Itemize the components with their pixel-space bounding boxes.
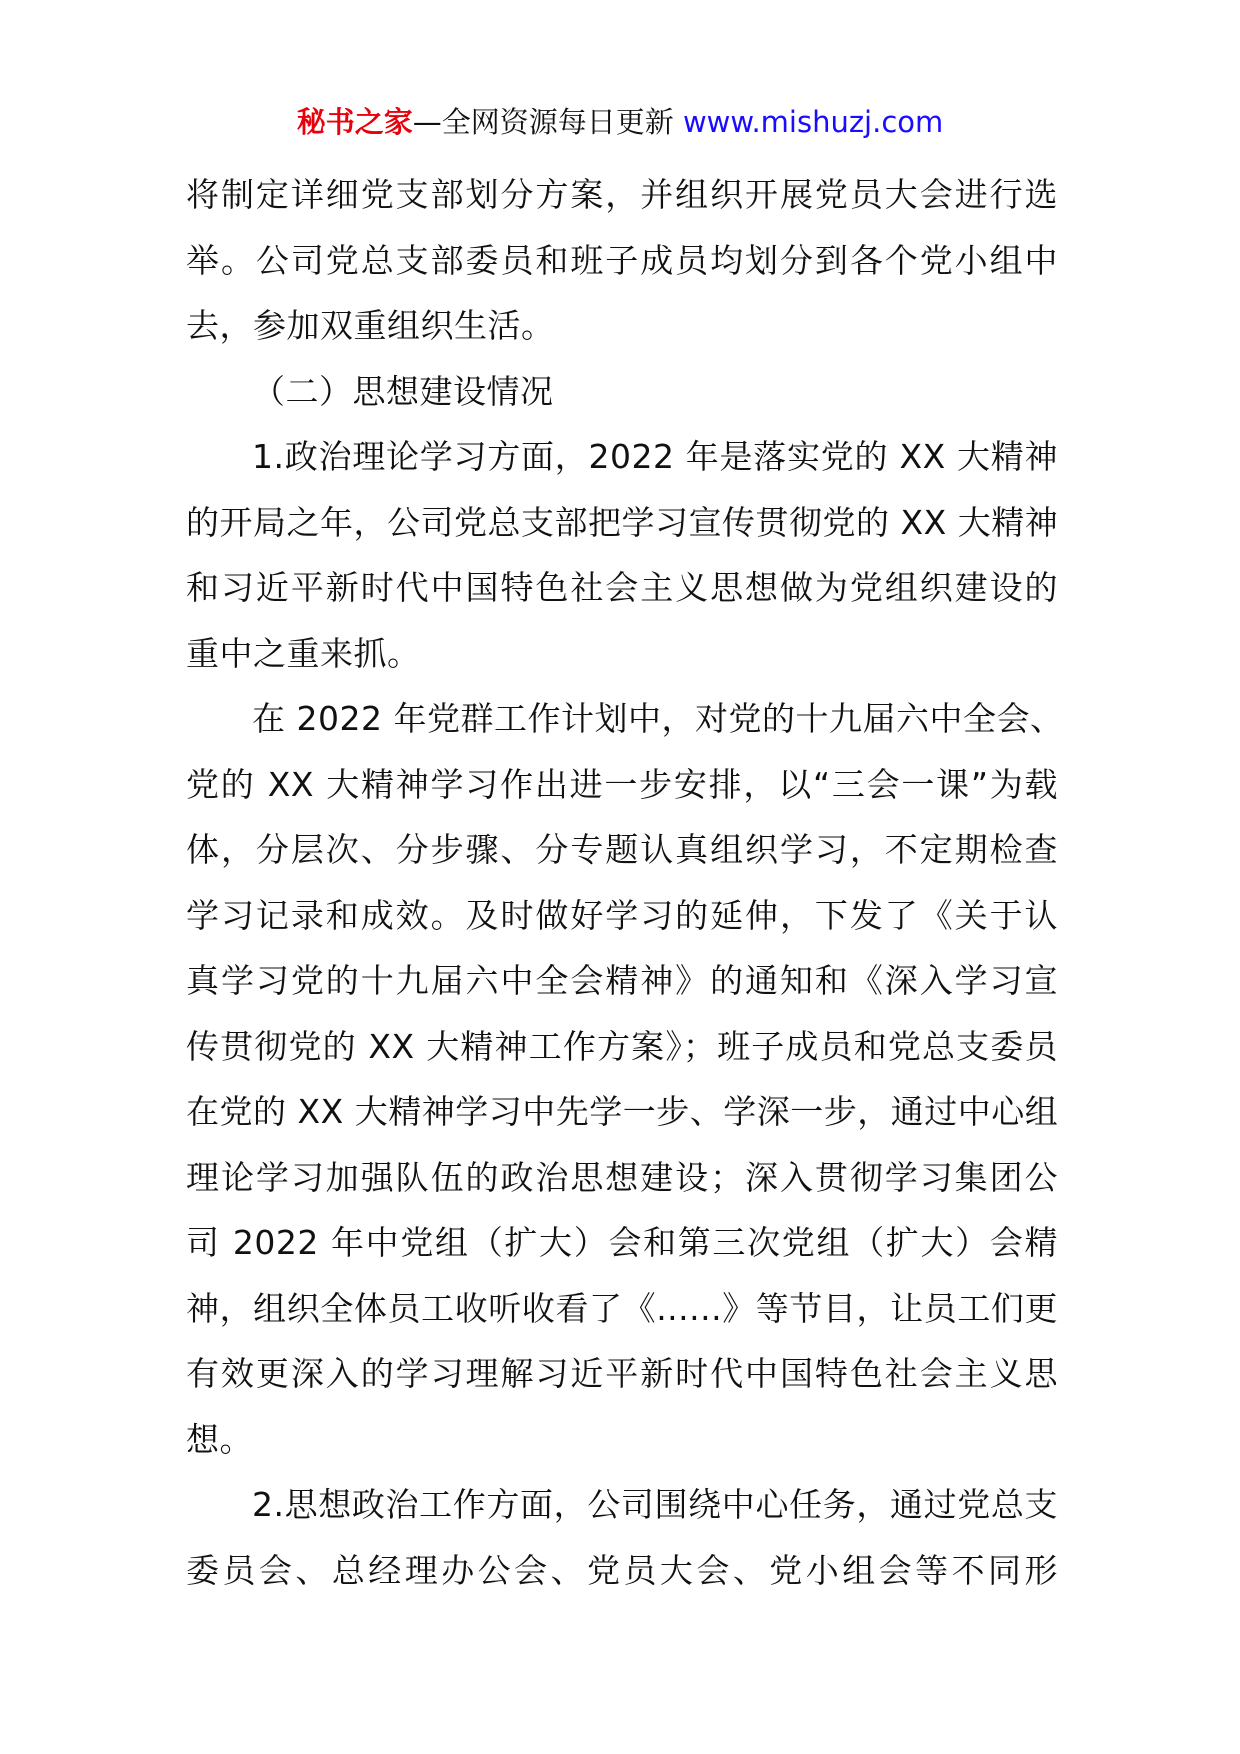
text-line: 传贯彻党的 XX 大精神工作方案》；班子成员和党总支委员 [186, 1026, 1058, 1066]
text-line: 理论学习加强队伍的政治思想建设；深入贯彻学习集团公 [186, 1157, 1058, 1197]
text-line: 2.思想政治工作方面，公司围绕中心任务，通过党总支 [252, 1485, 1058, 1524]
section-heading-text: （二）思想建设情况 [252, 371, 554, 411]
text-line: 1.政治理论学习方面，2022 年是落实党的 XX 大精神 [252, 437, 1058, 476]
text-line: 有效更深入的学习理解习近平新时代中国特色社会主义思 [186, 1354, 1058, 1393]
paragraph [186, 1472, 1058, 1603]
site-brand: 秘书之家 [296, 105, 413, 139]
site-tagline: —全网资源每日更新 [412, 105, 683, 139]
paragraph [186, 424, 1058, 686]
text-line: 体，分层次、分步骤、分专题认真组织学习，不定期检查 [186, 830, 1058, 869]
text-line: 学习记录和成效。及时做好学习的延伸，下发了《关于认 [186, 895, 1058, 935]
section-heading [186, 359, 1058, 425]
text-line: 和习近平新时代中国特色社会主义思想做为党组织建设的 [186, 568, 1058, 607]
text-line: 重中之重来抓。 [186, 633, 421, 673]
text-line: 在党的 XX 大精神学习中先学一步、学深一步，通过中心组 [186, 1092, 1059, 1131]
paragraph [186, 686, 1064, 1472]
paragraph [186, 162, 1058, 359]
text-line: 司 2022 年中党组（扩大）会和第三次党组（扩大）会精 [186, 1223, 1058, 1262]
text-line: 在 2022 年党群工作计划中，对党的十九届六中全会、 [252, 699, 1064, 738]
text-line: 委员会、总经理办公会、党员大会、党小组会等不同形 [186, 1550, 1058, 1590]
text-line: 真学习党的十九届六中全会精神》的通知和《深入学习宣 [186, 961, 1058, 1000]
site-header [0, 102, 1240, 142]
text-line: 的开局之年，公司党总支部把学习宣传贯彻党的 XX 大精神 [186, 502, 1059, 542]
text-line: 神，组织全体员工收听收看了《......》等节目，让员工们更 [186, 1288, 1058, 1328]
site-url-link[interactable]: www.mishuzj.com [682, 105, 944, 139]
document-body [186, 162, 1064, 1603]
text-line: 去，参加双重组织生活。 [186, 306, 555, 345]
text-line: 将制定详细党支部划分方案，并组织开展党员大会进行选 [186, 175, 1058, 214]
text-line: 党的 XX 大精神学习作出进一步安排，以“三会一课”为载 [186, 764, 1058, 804]
text-line: 想。 [186, 1419, 253, 1459]
text-line: 举。公司党总支部委员和班子成员均划分到各个党小组中 [186, 240, 1058, 280]
